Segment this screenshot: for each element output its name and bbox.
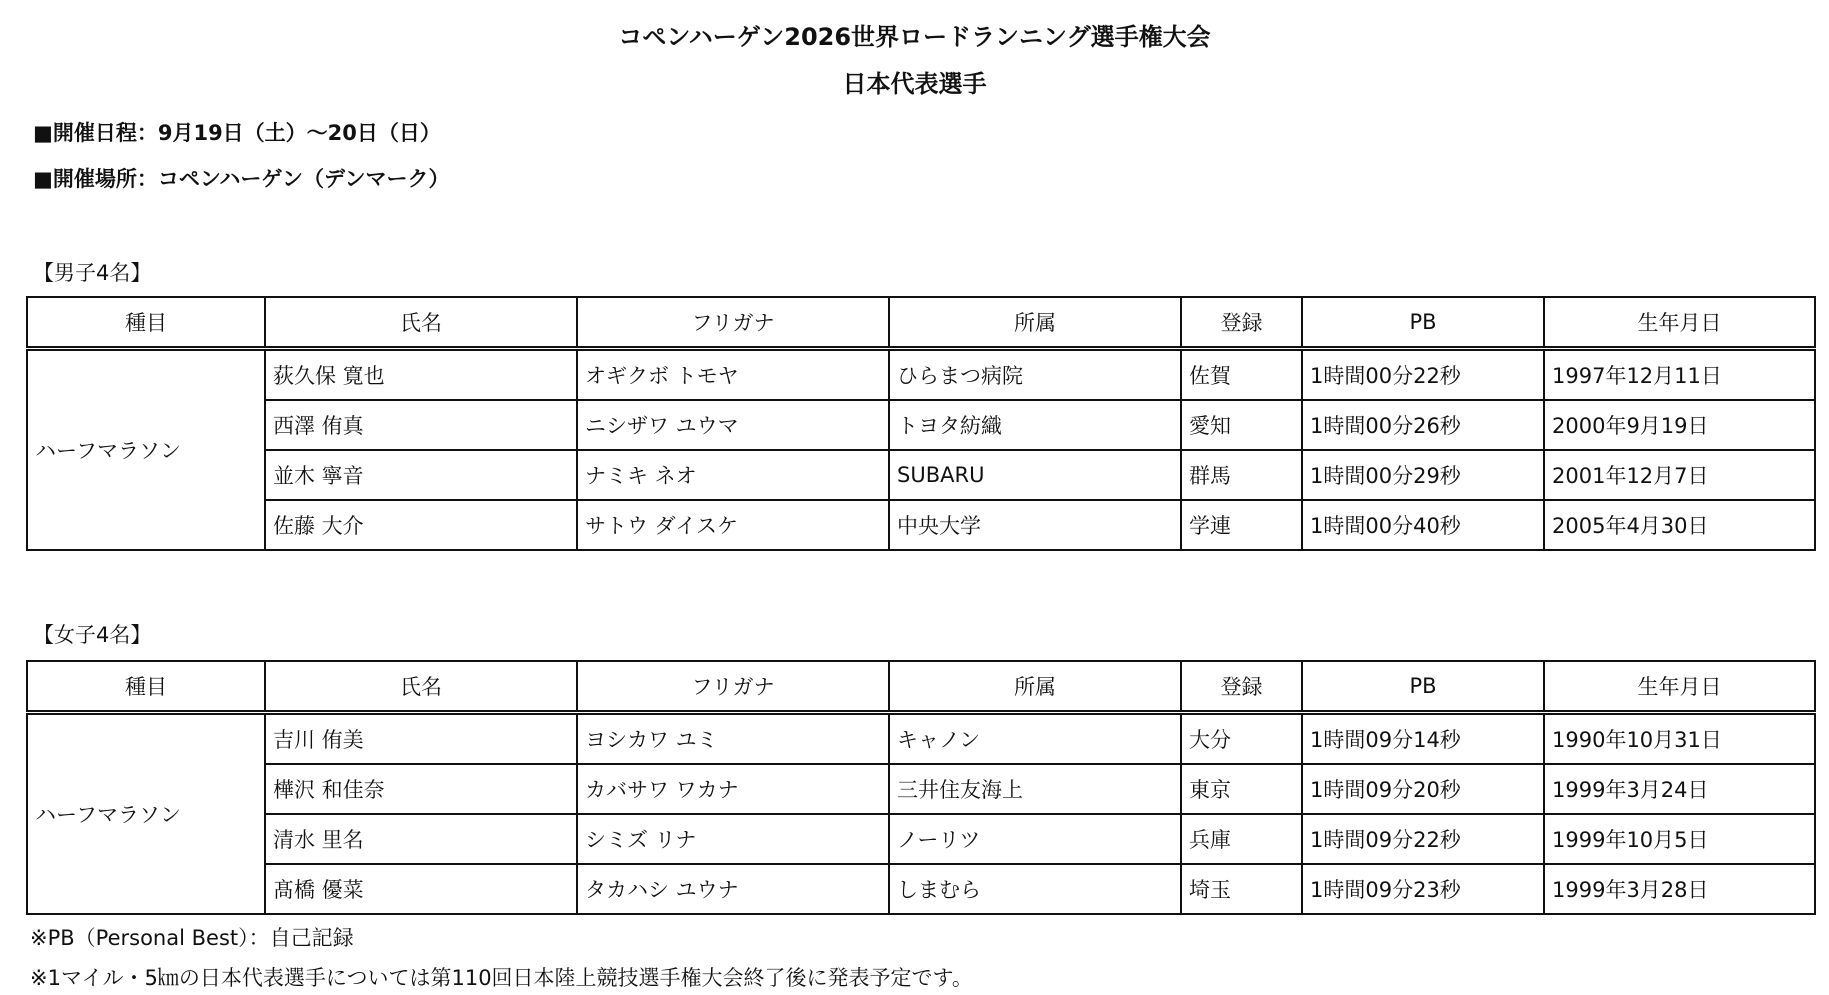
athlete-name: 清水 里名 — [265, 814, 577, 864]
athlete-pb: 1時間09分14秒 — [1302, 713, 1544, 765]
column-header-name: 氏名 — [265, 297, 577, 349]
athlete-registration: 佐賀 — [1181, 349, 1302, 401]
athlete-dob: 1999年10月5日 — [1544, 814, 1815, 864]
athlete-name: 吉川 侑美 — [265, 713, 577, 765]
column-header-registration: 登録 — [1181, 661, 1302, 713]
athlete-pb: 1時間09分23秒 — [1302, 864, 1544, 914]
women-section-label: 【女子4名】 — [33, 623, 152, 647]
athlete-dob: 1997年12月11日 — [1544, 349, 1815, 401]
athlete-registration: 学連 — [1181, 500, 1302, 550]
athlete-pb: 1時間00分40秒 — [1302, 500, 1544, 550]
table-row — [27, 400, 1815, 450]
athlete-affiliation: しまむら — [889, 864, 1181, 914]
athlete-affiliation: キャノン — [889, 713, 1181, 765]
table-header-row — [27, 297, 1815, 349]
athlete-kana: ニシザワ ユウマ — [577, 400, 889, 450]
column-header-registration: 登録 — [1181, 297, 1302, 349]
athlete-name: 髙橋 優菜 — [265, 864, 577, 914]
athlete-dob: 2000年9月19日 — [1544, 400, 1815, 450]
column-header-event: 種目 — [27, 297, 265, 349]
athlete-registration: 東京 — [1181, 764, 1302, 814]
page-title: コペンハーゲン2026世界ロードランニング選手権大会 — [618, 23, 1211, 51]
athlete-kana: サトウ ダイスケ — [577, 500, 889, 550]
athlete-dob: 1990年10月31日 — [1544, 713, 1815, 765]
table-row — [27, 864, 1815, 914]
athlete-dob: 1999年3月24日 — [1544, 764, 1815, 814]
table-row — [27, 349, 1815, 401]
athlete-name: 荻久保 寛也 — [265, 349, 577, 401]
page-subtitle: 日本代表選手 — [842, 70, 987, 98]
athlete-pb: 1時間00分29秒 — [1302, 450, 1544, 500]
table-header-row — [27, 661, 1815, 713]
athlete-dob: 2005年4月30日 — [1544, 500, 1815, 550]
athlete-affiliation: SUBARU — [889, 450, 1181, 500]
event-cell: ハーフマラソン — [27, 713, 265, 915]
athlete-registration: 愛知 — [1181, 400, 1302, 450]
event-cell: ハーフマラソン — [27, 349, 265, 551]
athlete-name: 樺沢 和佳奈 — [265, 764, 577, 814]
table-row — [27, 713, 1815, 765]
column-header-event: 種目 — [27, 661, 265, 713]
athlete-affiliation: 中央大学 — [889, 500, 1181, 550]
athlete-name: 佐藤 大介 — [265, 500, 577, 550]
athlete-pb: 1時間09分22秒 — [1302, 814, 1544, 864]
athlete-kana: ナミキ ネオ — [577, 450, 889, 500]
column-header-kana: フリガナ — [577, 297, 889, 349]
men-section-label: 【男子4名】 — [33, 261, 152, 285]
column-header-affiliation: 所属 — [889, 661, 1181, 713]
athlete-affiliation: ひらまつ病院 — [889, 349, 1181, 401]
athlete-kana: シミズ リナ — [577, 814, 889, 864]
athlete-registration: 群馬 — [1181, 450, 1302, 500]
athlete-dob: 1999年3月28日 — [1544, 864, 1815, 914]
athlete-pb: 1時間00分26秒 — [1302, 400, 1544, 450]
table-row — [27, 764, 1815, 814]
table-row — [27, 500, 1815, 550]
men-roster-table — [26, 296, 1816, 551]
table-row — [27, 814, 1815, 864]
athlete-affiliation: ノーリツ — [889, 814, 1181, 864]
column-header-affiliation: 所属 — [889, 297, 1181, 349]
pb-footnote: ※PB（Personal Best）：自己記録 — [30, 926, 354, 950]
athlete-pb: 1時間00分22秒 — [1302, 349, 1544, 401]
athlete-name: 並木 寧音 — [265, 450, 577, 500]
athlete-kana: オギクボ トモヤ — [577, 349, 889, 401]
event-schedule: ■開催日程：9月19日（土）～20日（日） — [33, 121, 441, 145]
athlete-pb: 1時間09分20秒 — [1302, 764, 1544, 814]
athlete-dob: 2001年12月7日 — [1544, 450, 1815, 500]
athlete-registration: 大分 — [1181, 713, 1302, 765]
column-header-dob: 生年月日 — [1544, 661, 1815, 713]
athlete-name: 西澤 侑真 — [265, 400, 577, 450]
athlete-registration: 埼玉 — [1181, 864, 1302, 914]
athlete-kana: ヨシカワ ユミ — [577, 713, 889, 765]
athlete-kana: タカハシ ユウナ — [577, 864, 889, 914]
table-row — [27, 450, 1815, 500]
athlete-registration: 兵庫 — [1181, 814, 1302, 864]
column-header-pb: PB — [1302, 297, 1544, 349]
column-header-pb: PB — [1302, 661, 1544, 713]
athlete-kana: カバサワ ワカナ — [577, 764, 889, 814]
announcement-footnote: ※1マイル・5㎞の日本代表選手については第110回日本陸上競技選手権大会終了後に発表予定です。 — [30, 966, 973, 990]
athlete-affiliation: 三井住友海上 — [889, 764, 1181, 814]
athlete-affiliation: トヨタ紡織 — [889, 400, 1181, 450]
women-roster-table — [26, 660, 1816, 915]
column-header-dob: 生年月日 — [1544, 297, 1815, 349]
column-header-name: 氏名 — [265, 661, 577, 713]
event-venue: ■開催場所：コペンハーゲン（デンマーク） — [33, 167, 450, 191]
column-header-kana: フリガナ — [577, 661, 889, 713]
